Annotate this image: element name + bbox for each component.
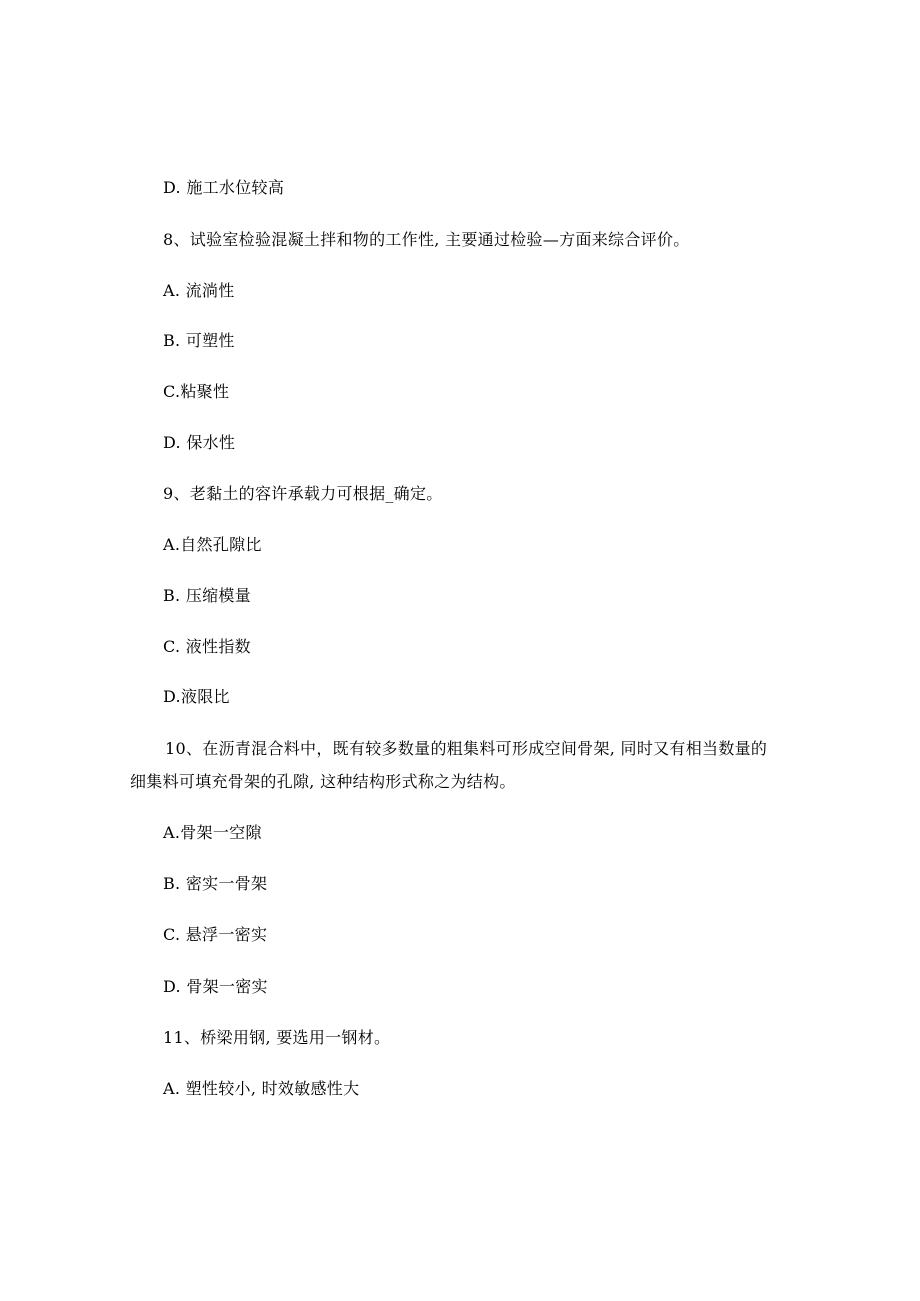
- question-11: 11、桥梁用钢, 要选用一钢材。: [163, 1028, 391, 1047]
- option-d-q10: D. 骨架一密实: [163, 977, 268, 996]
- option-b-q8: B. 可塑性: [163, 331, 235, 350]
- option-c-q9: C. 液性指数: [163, 637, 251, 656]
- option-a-q11: A. 塑性较小, 时效敏感性大: [163, 1079, 360, 1098]
- question-10-line-1: 10、在沥青混合料中，既有较多数量的粗集料可形成空间骨架, 同时又有相当数量的: [165, 739, 768, 758]
- option-a-q8: A. 流淌性: [163, 281, 235, 300]
- option-d-q9: D.液限比: [163, 687, 230, 706]
- option-d-q8: D. 保水性: [163, 433, 236, 452]
- option-d-q7: D. 施工水位较高: [163, 178, 285, 197]
- option-c-q10: C. 悬浮一密实: [163, 925, 268, 944]
- option-a-q9: A.自然孔隙比: [163, 535, 262, 554]
- question-10-line-2: 细集料可填充骨架的孔隙, 这种结构形式称之为结构。: [130, 772, 516, 791]
- option-a-q10: A.骨架一空隙: [163, 823, 262, 842]
- option-c-q8: C.粘聚性: [163, 382, 230, 401]
- question-8: 8、试验室检验混凝土拌和物的工作性, 主要通过检验—方面来综合评价。: [163, 230, 690, 249]
- option-b-q10: B. 密实一骨架: [163, 874, 268, 893]
- option-b-q9: B. 压缩模量: [163, 586, 252, 605]
- question-9: 9、老黏土的容许承载力可根据_确定。: [163, 484, 443, 503]
